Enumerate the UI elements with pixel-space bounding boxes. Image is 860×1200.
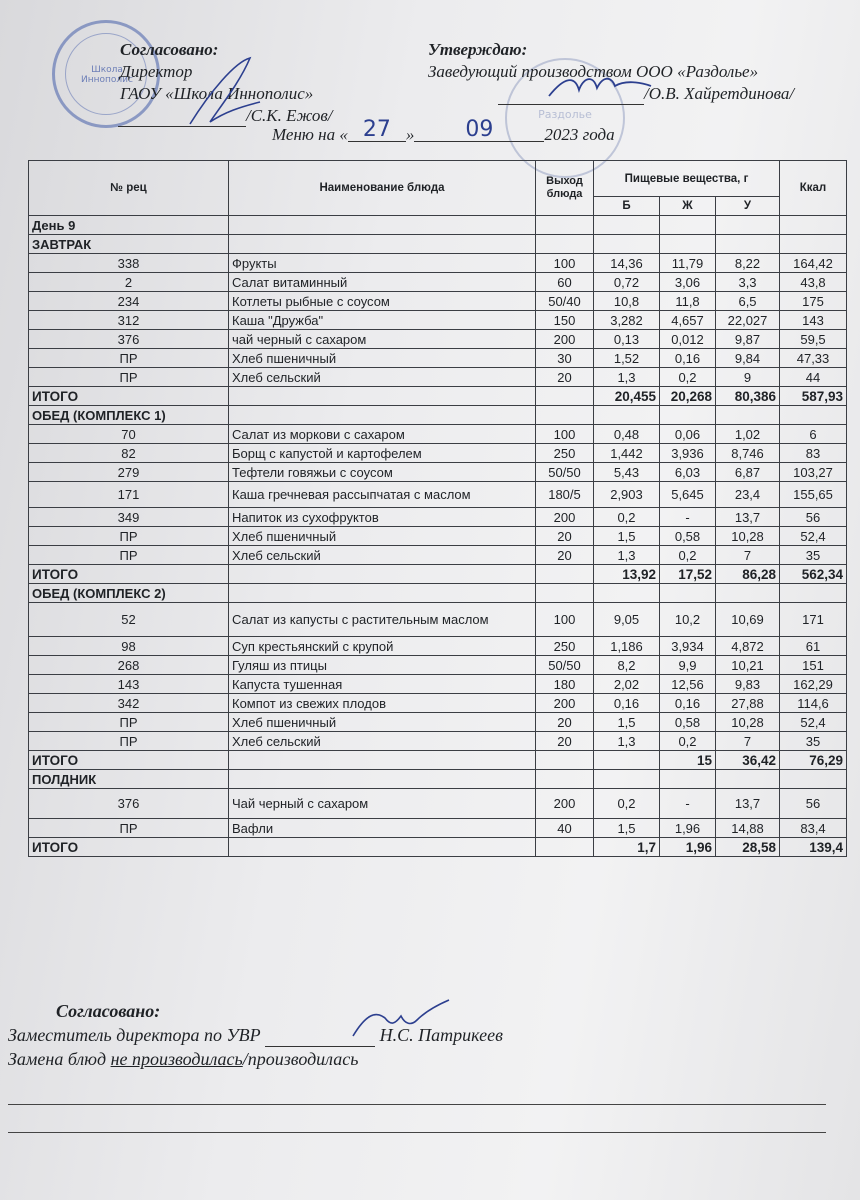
carbs-value: 9,87 [716,330,780,349]
dish-yield: 20 [536,546,594,565]
table-row [29,292,847,311]
protein-value: 3,282 [594,311,660,330]
col-header-name: Наименование блюда [229,161,536,216]
table-row [29,254,847,273]
section-title: ЗАВТРАК [29,235,229,254]
recipe-number: 171 [29,482,229,508]
dish-yield: 50/40 [536,292,594,311]
total-kcal-value: 562,34 [780,565,847,584]
kcal-value: 171 [780,603,847,637]
dish-name: Гуляш из птицы [229,656,536,675]
table-row [29,819,847,838]
menu-month-value: 09 [465,117,494,142]
protein-value: 1,5 [594,527,660,546]
table-row [29,527,847,546]
dish-name: Хлеб сельский [229,546,536,565]
day-row [29,216,847,235]
section-header-row [29,406,847,425]
table-row [29,425,847,444]
kcal-value: 35 [780,732,847,751]
dish-name: Чай черный с сахаром [229,789,536,819]
protein-value: 2,02 [594,675,660,694]
recipe-number: ПР [29,527,229,546]
protein-value: 1,186 [594,637,660,656]
approve-heading: Утверждаю: [428,40,528,59]
total-zh-value: 17,52 [660,565,716,584]
recipe-number: ПР [29,368,229,387]
recipe-number: 312 [29,311,229,330]
carbs-value: 8,746 [716,444,780,463]
recipe-number: 52 [29,603,229,637]
dish-yield: 180/5 [536,482,594,508]
protein-value: 1,3 [594,546,660,565]
kcal-value: 143 [780,311,847,330]
recipe-number: 376 [29,789,229,819]
footer-rule-1 [8,1104,826,1105]
kcal-value: 114,6 [780,694,847,713]
recipe-number: ПР [29,732,229,751]
fat-value: - [660,508,716,527]
protein-value: 1,3 [594,368,660,387]
table-row [29,330,847,349]
dish-yield: 200 [536,330,594,349]
deputy-position: Заместитель директора по УВР [8,1025,261,1045]
dish-yield: 30 [536,349,594,368]
kcal-value: 151 [780,656,847,675]
dish-name: Хлеб пшеничный [229,349,536,368]
table-row [29,444,847,463]
table-row [29,508,847,527]
carbs-value: 9 [716,368,780,387]
recipe-number: ПР [29,819,229,838]
kcal-value: 6 [780,425,847,444]
dish-name: Тефтели говяжьи с соусом [229,463,536,482]
fat-value: 0,2 [660,368,716,387]
school-name: ГАОУ «Школа Иннополис» [120,84,314,103]
carbs-value: 7 [716,546,780,565]
recipe-number: 268 [29,656,229,675]
col-header-carbs: У [716,197,780,216]
section-header-row [29,584,847,603]
protein-value: 0,16 [594,694,660,713]
carbs-value: 22,027 [716,311,780,330]
school-seal-text: Школа Иннополис [81,65,133,85]
kcal-value: 43,8 [780,273,847,292]
kcal-value: 103,27 [780,463,847,482]
carbs-value: 13,7 [716,789,780,819]
deputy-line [8,1024,503,1047]
dish-name: Хлеб пшеничный [229,527,536,546]
dish-name: Каша "Дружба" [229,311,536,330]
fat-value: 9,9 [660,656,716,675]
kcal-value: 164,42 [780,254,847,273]
table-row [29,349,847,368]
kcal-value: 83 [780,444,847,463]
menu-year: 2023 года [544,125,615,144]
dish-yield: 100 [536,425,594,444]
production-head-position: Заведующий производством ООО «Раздолье» [428,62,759,81]
total-kcal-value: 587,93 [780,387,847,406]
total-row [29,387,847,406]
carbs-value: 6,87 [716,463,780,482]
carbs-value: 14,88 [716,819,780,838]
kcal-value: 59,5 [780,330,847,349]
dish-name: Салат из моркови с сахаром [229,425,536,444]
protein-value: 1,3 [594,732,660,751]
total-row [29,838,847,857]
table-row [29,368,847,387]
fat-value: 11,8 [660,292,716,311]
carbs-value: 9,83 [716,675,780,694]
recipe-number: 279 [29,463,229,482]
carbs-value: 10,69 [716,603,780,637]
carbs-value: 7 [716,732,780,751]
table-row [29,675,847,694]
carbs-value: 23,4 [716,482,780,508]
table-row [29,713,847,732]
carbs-value: 1,02 [716,425,780,444]
col-header-yield: Выход блюда [536,161,594,216]
protein-value: 14,36 [594,254,660,273]
recipe-number: 338 [29,254,229,273]
day-label: День 9 [29,216,229,235]
col-header-nutrients: Пищевые вещества, г [594,161,780,197]
carbs-value: 3,3 [716,273,780,292]
table-row [29,546,847,565]
total-kcal-value: 139,4 [780,838,847,857]
recipe-number: 376 [29,330,229,349]
fat-value: 4,657 [660,311,716,330]
table-row [29,482,847,508]
dish-yield: 20 [536,527,594,546]
kcal-value: 35 [780,546,847,565]
fat-value: 3,936 [660,444,716,463]
dish-name: Напиток из сухофруктов [229,508,536,527]
total-label: ИТОГО [29,838,229,857]
dish-yield: 150 [536,311,594,330]
dish-name: Компот из свежих плодов [229,694,536,713]
total-kcal-value: 76,29 [780,751,847,770]
table-row [29,273,847,292]
total-b-value [594,751,660,770]
section-title: ОБЕД (КОМПЛЕКС 2) [29,584,229,603]
kcal-value: 52,4 [780,713,847,732]
table-row [29,637,847,656]
recipe-number: 349 [29,508,229,527]
replacement-line [8,1048,358,1070]
production-head-signature-line [498,84,794,105]
dish-name: Фрукты [229,254,536,273]
fat-value: 6,03 [660,463,716,482]
protein-value: 1,5 [594,713,660,732]
footer-rule-2 [8,1132,826,1133]
protein-value: 5,43 [594,463,660,482]
fat-value: 0,06 [660,425,716,444]
total-label: ИТОГО [29,751,229,770]
total-zh-value: 15 [660,751,716,770]
recipe-number: 70 [29,425,229,444]
fat-value: 12,56 [660,675,716,694]
recipe-number: 82 [29,444,229,463]
carbs-value: 13,7 [716,508,780,527]
protein-value: 0,2 [594,789,660,819]
table-header-row [29,161,847,197]
replacement-prefix: Замена блюд [8,1049,111,1069]
menu-date-prefix: Меню на « [272,125,348,144]
dish-name: Котлеты рыбные с соусом [229,292,536,311]
col-header-recipe: № рец [29,161,229,216]
carbs-value: 9,84 [716,349,780,368]
total-zh-value: 20,268 [660,387,716,406]
dish-yield: 250 [536,637,594,656]
recipe-number: 234 [29,292,229,311]
col-header-kcal: Ккал [780,161,847,216]
director-name: /С.К. Ежов/ [246,106,333,125]
deputy-name: Н.С. Патрикеев [379,1025,503,1045]
fat-value: 0,012 [660,330,716,349]
recipe-number: ПР [29,349,229,368]
fat-value: 0,16 [660,694,716,713]
col-header-fat: Ж [660,197,716,216]
table-row [29,463,847,482]
total-row [29,565,847,584]
protein-value: 2,903 [594,482,660,508]
dish-yield: 200 [536,694,594,713]
kcal-value: 175 [780,292,847,311]
kcal-value: 56 [780,789,847,819]
footer-approved-heading: Согласовано: [56,1001,161,1021]
kcal-value: 44 [780,368,847,387]
recipe-number: ПР [29,713,229,732]
dish-name: Салат из капусты с растительным маслом [229,603,536,637]
dish-name: Капуста тушенная [229,675,536,694]
fat-value: 1,96 [660,819,716,838]
production-head-name: /О.В. Хайретдинова/ [644,84,795,103]
dish-yield: 180 [536,675,594,694]
fat-value: 0,16 [660,349,716,368]
protein-value: 8,2 [594,656,660,675]
carbs-value: 10,28 [716,527,780,546]
table-row [29,732,847,751]
approved-heading: Согласовано: [120,40,219,59]
fat-value: 0,58 [660,713,716,732]
dish-name: Хлеб пшеничный [229,713,536,732]
dish-yield: 50/50 [536,463,594,482]
table-row [29,311,847,330]
menu-table [28,160,847,857]
supplier-seal-text: Раздолье [538,108,592,121]
kcal-value: 52,4 [780,527,847,546]
carbs-value: 10,28 [716,713,780,732]
table-row [29,656,847,675]
protein-value: 1,5 [594,819,660,838]
total-b-value: 13,92 [594,565,660,584]
dish-yield: 60 [536,273,594,292]
menu-date-line [272,117,615,146]
recipe-number: 98 [29,637,229,656]
dish-yield: 100 [536,603,594,637]
total-b-value: 1,7 [594,838,660,857]
fat-value: - [660,789,716,819]
kcal-value: 155,65 [780,482,847,508]
dish-name: Салат витаминный [229,273,536,292]
dish-name: чай черный с сахаром [229,330,536,349]
total-label: ИТОГО [29,565,229,584]
protein-value: 0,72 [594,273,660,292]
table-row [29,603,847,637]
dish-yield: 20 [536,713,594,732]
replacement-struck: не производилась [110,1049,243,1069]
dish-name: Суп крестьянский с крупой [229,637,536,656]
recipe-number: 342 [29,694,229,713]
protein-value: 1,52 [594,349,660,368]
menu-day-value: 27 [362,117,391,142]
fat-value: 0,2 [660,732,716,751]
director-position: Директор [120,62,193,81]
total-u-value: 86,28 [716,565,780,584]
carbs-value: 10,21 [716,656,780,675]
carbs-value: 6,5 [716,292,780,311]
col-header-protein: Б [594,197,660,216]
fat-value: 0,2 [660,546,716,565]
total-b-value: 20,455 [594,387,660,406]
dish-name: Хлеб сельский [229,732,536,751]
recipe-number: 143 [29,675,229,694]
carbs-value: 4,872 [716,637,780,656]
total-u-value: 36,42 [716,751,780,770]
table-row [29,789,847,819]
fat-value: 5,645 [660,482,716,508]
dish-yield: 20 [536,732,594,751]
kcal-value: 162,29 [780,675,847,694]
protein-value: 9,05 [594,603,660,637]
table-row [29,694,847,713]
replacement-suffix: /производилась [242,1049,359,1069]
protein-value: 1,442 [594,444,660,463]
fat-value: 3,06 [660,273,716,292]
total-label: ИТОГО [29,387,229,406]
section-title: ПОЛДНИК [29,770,229,789]
protein-value: 10,8 [594,292,660,311]
dish-name: Хлеб сельский [229,368,536,387]
total-u-value: 28,58 [716,838,780,857]
fat-value: 0,58 [660,527,716,546]
kcal-value: 56 [780,508,847,527]
fat-value: 10,2 [660,603,716,637]
dish-yield: 50/50 [536,656,594,675]
recipe-number: ПР [29,546,229,565]
dish-yield: 200 [536,508,594,527]
dish-yield: 250 [536,444,594,463]
section-header-row [29,235,847,254]
dish-yield: 200 [536,789,594,819]
kcal-value: 61 [780,637,847,656]
kcal-value: 47,33 [780,349,847,368]
total-zh-value: 1,96 [660,838,716,857]
total-row [29,751,847,770]
carbs-value: 27,88 [716,694,780,713]
recipe-number: 2 [29,273,229,292]
protein-value: 0,2 [594,508,660,527]
dish-yield: 100 [536,254,594,273]
total-u-value: 80,386 [716,387,780,406]
fat-value: 3,934 [660,637,716,656]
carbs-value: 8,22 [716,254,780,273]
section-header-row [29,770,847,789]
protein-value: 0,48 [594,425,660,444]
kcal-value: 83,4 [780,819,847,838]
dish-yield: 40 [536,819,594,838]
fat-value: 11,79 [660,254,716,273]
section-title: ОБЕД (КОМПЛЕКС 1) [29,406,229,425]
dish-name: Каша гречневая рассыпчатая с маслом [229,482,536,508]
protein-value: 0,13 [594,330,660,349]
dish-yield: 20 [536,368,594,387]
dish-name: Вафли [229,819,536,838]
dish-name: Борщ с капустой и картофелем [229,444,536,463]
menu-date-quote: » [405,125,415,144]
